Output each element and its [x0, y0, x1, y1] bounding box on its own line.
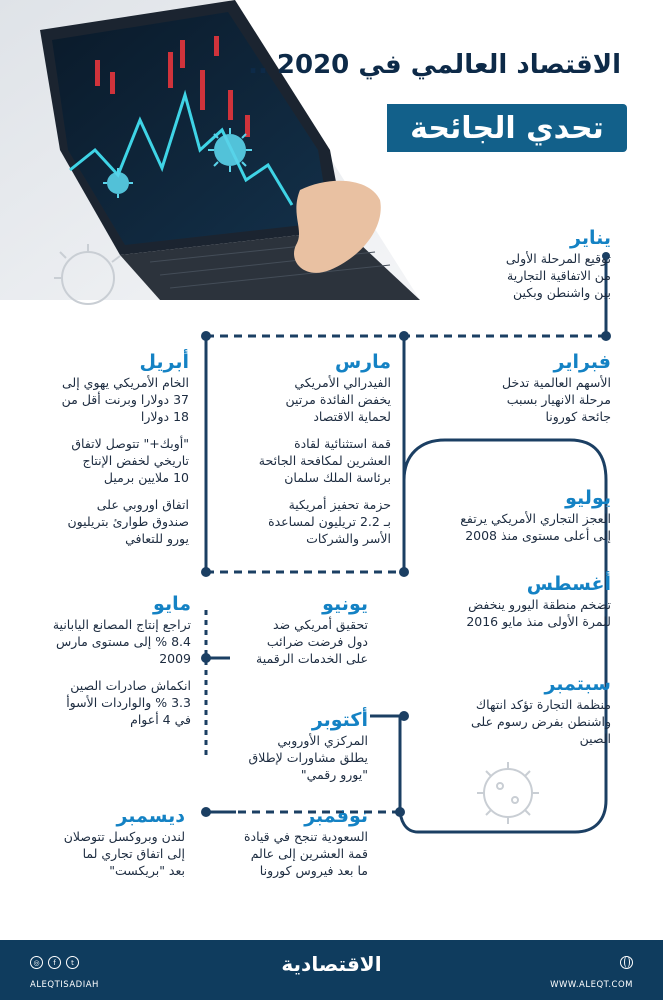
entry-text: تراجع إنتاج المصانع اليابانية 8.4 % إلى مستوى مارس 2009 [52, 617, 191, 666]
entry-text: تضخم منطقة اليورو ينخفض للمرة الأولى منذ مايو 2016 [466, 597, 611, 629]
page-title: الاقتصاد العالمي في 2020 .. [248, 50, 621, 80]
facebook-icon[interactable]: f [48, 956, 61, 969]
website-link[interactable]: WWW.ALEQT.COM [550, 980, 633, 990]
entry-text: "أوبك+" تتوصل لاتفاق تاريخي لخفض الإنتاج 10 ملايين برميل [71, 436, 189, 485]
month-february: فبراير [553, 351, 611, 373]
entry-june [208, 592, 368, 667]
entry-november [188, 804, 368, 879]
entry-text: لندن وبروكسل تتوصلان إلى اتفاق تجاري لما بعد "بريكست" [63, 829, 185, 878]
entry-april [14, 350, 189, 547]
entry-august [381, 572, 611, 630]
entry-january [401, 226, 611, 301]
entry-july [381, 486, 611, 544]
globe-icon [620, 956, 633, 969]
entry-text: حزمة تحفيز أمريكية بـ 2.2 تريليون لمساعدة الأسر والشركات [268, 497, 391, 546]
month-april: أبريل [139, 351, 189, 373]
entry-text: انكماش صادرات الصين 3.3 % والواردات الأسوأ في 4 أعوام [66, 678, 191, 727]
entry-october [208, 708, 368, 783]
entry-text: السعودية تنجح في قيادة قمة العشرين إلى عالم ما بعد فيروس كورونا [243, 829, 368, 878]
entry-text: اتفاق اوروبي على صندوق طوارئ بتريليون يورو للتعافي [67, 497, 189, 546]
entry-text: الخام الأمريكي يهوي إلى 37 دولارا وبرنت أقل من 18 دولارا [61, 375, 189, 424]
month-august: أغسطس [526, 573, 611, 595]
entry-text: منظمة التجارة تؤكد انتهاك واشنطن بفرض رسوم على الصين [471, 697, 611, 746]
month-march: مارس [334, 351, 391, 373]
entry-february [401, 350, 611, 425]
entry-text: تحقيق أمريكي ضد دول فرضت ضرائب على الخدمات الرقمية [256, 617, 368, 666]
month-october: أكتوبر [311, 709, 368, 731]
month-july: يوليو [565, 487, 611, 509]
entry-december [15, 804, 185, 879]
twitter-icon[interactable]: t [66, 956, 79, 969]
entry-text: توقيع المرحلة الأولى من الاتفاقية التجارية بين واشنطن وبكين [505, 251, 611, 300]
month-may: مايو [153, 593, 191, 615]
month-january: يناير [570, 227, 611, 249]
entry-text: الفيدرالي الأمريكي يخفض الفائدة مرتين لحماية الاقتصاد [285, 375, 391, 424]
month-june: يونيو [322, 593, 368, 615]
instagram-icon[interactable]: ◎ [30, 956, 43, 969]
brand-logo: الاقتصادية [281, 952, 382, 976]
virus-watermark-icon [477, 762, 539, 824]
month-september: سبتمبر [544, 673, 611, 695]
entry-march [211, 350, 391, 547]
entry-text: العجز التجاري الأمريكي يرتفع إلى أعلى مستوى منذ 2008 [460, 511, 611, 543]
entry-text: قمة استثنائية لقادة العشرين لمكافحة الجائحة برئاسة الملك سلمان [258, 436, 391, 485]
page-subtitle: تحدي الجائحة [410, 110, 604, 146]
entry-text: الأسهم العالمية تدخل مرحلة الانهيار بسبب جائحة كورونا [502, 375, 611, 424]
month-november: نوفمبر [304, 805, 368, 827]
social-handle[interactable]: ALEQTISADIAH [30, 980, 99, 990]
footer [0, 940, 663, 1000]
entry-september [381, 672, 611, 747]
month-december: ديسمبر [116, 805, 185, 827]
entry-may [11, 592, 191, 728]
entry-text: المركزي الأوروبي يطلق مشاورات لإطلاق "يورو رقمي" [248, 733, 368, 782]
